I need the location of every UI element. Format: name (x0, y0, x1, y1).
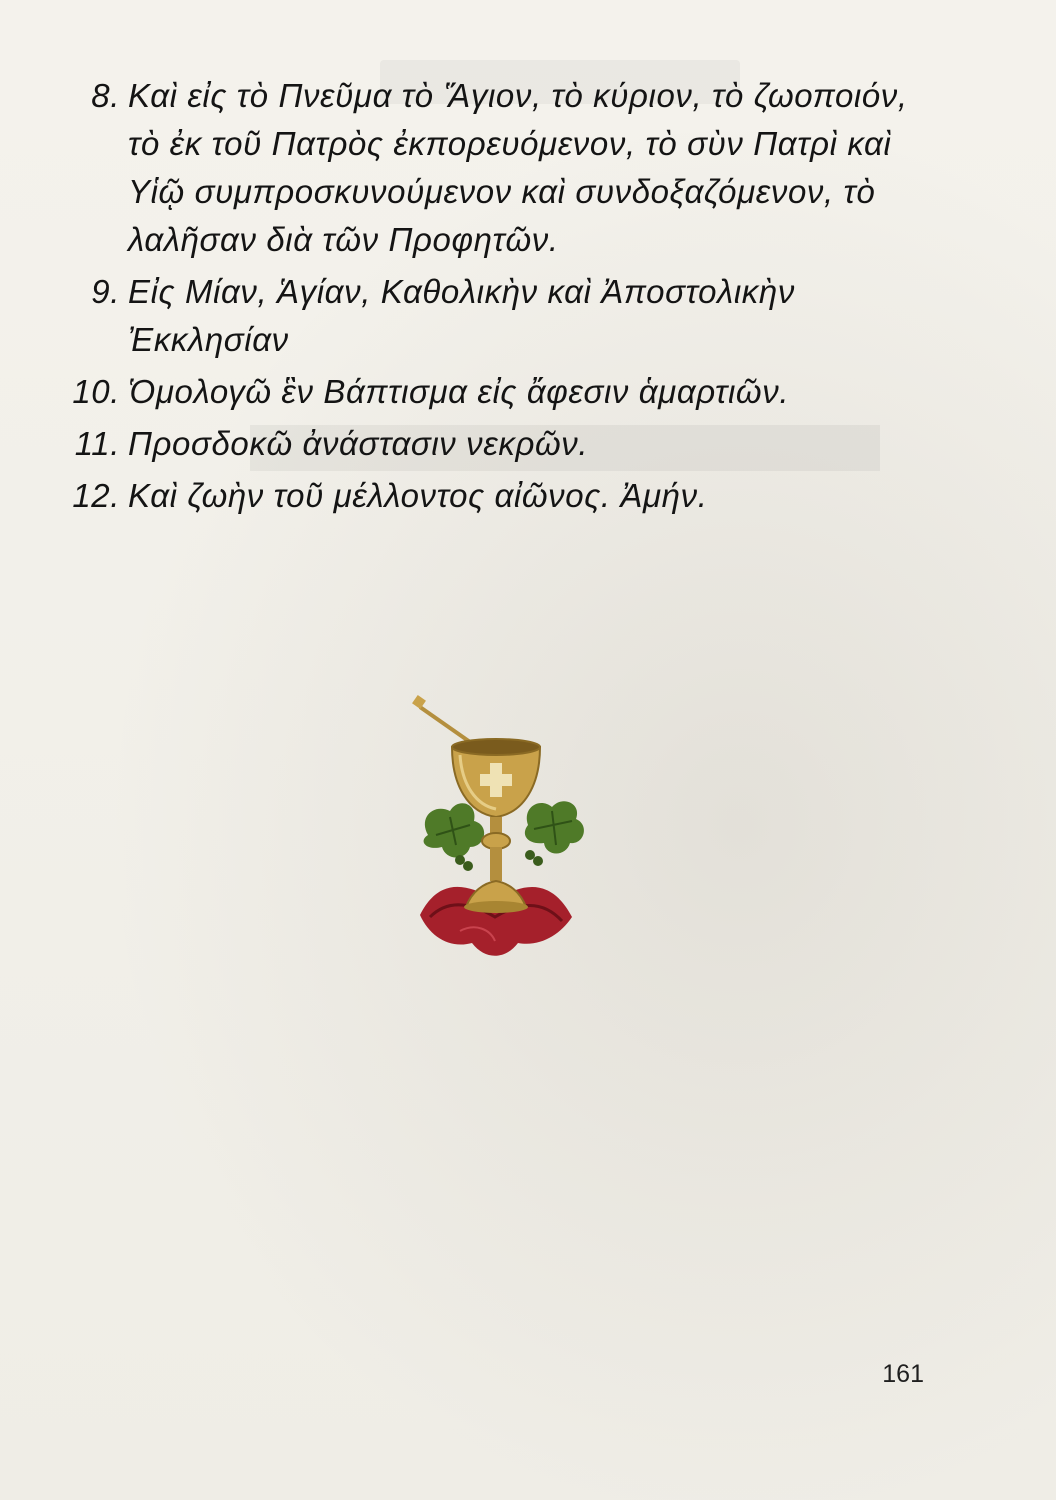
creed-article-8 (60, 72, 920, 264)
creed-article-9 (60, 268, 920, 364)
creed-articles (60, 72, 920, 524)
creed-article-10 (60, 368, 920, 416)
article-text: Προσδοκῶ ἀνάστασιν νεκρῶν. (128, 425, 589, 462)
chalice-illustration (400, 685, 590, 975)
article-number: 8. (91, 77, 120, 114)
article-number: 10. (72, 373, 120, 410)
article-text: Εἰς Μίαν, Ἁγίαν, Καθολικὴν καὶ Ἀποστολικὴν Ἐκκλησίαν (128, 273, 795, 358)
creed-article-11 (60, 420, 920, 468)
creed-article-12 (60, 472, 920, 520)
article-number: 12. (72, 477, 120, 514)
article-number: 9. (91, 273, 120, 310)
article-number: 11. (74, 425, 120, 462)
page-number: 161 (882, 1360, 924, 1388)
article-text: Ὁμολογῶ ἓν Βάπτισμα εἰς ἄφεσιν ἁμαρτιῶν. (128, 373, 790, 410)
article-text: Καὶ ζωὴν τοῦ μέλλοντος αἰῶνος. Ἀμήν. (128, 477, 708, 514)
article-text: Καὶ εἰς τὸ Πνεῦμα τὸ Ἅγιον, τὸ κύριον, τὸ ζωοποιόν, τὸ ἐκ τοῦ Πατρὸς ἐκπορευόμενον, τὸ σὺν Πατρὶ καὶ Υἱῷ συμπροσκυνούμενον καὶ συνδοξαζόμενον, τὸ λαλῆσαν διὰ τῶν Προφητῶν. (128, 77, 908, 258)
chalice-icon (400, 685, 590, 975)
